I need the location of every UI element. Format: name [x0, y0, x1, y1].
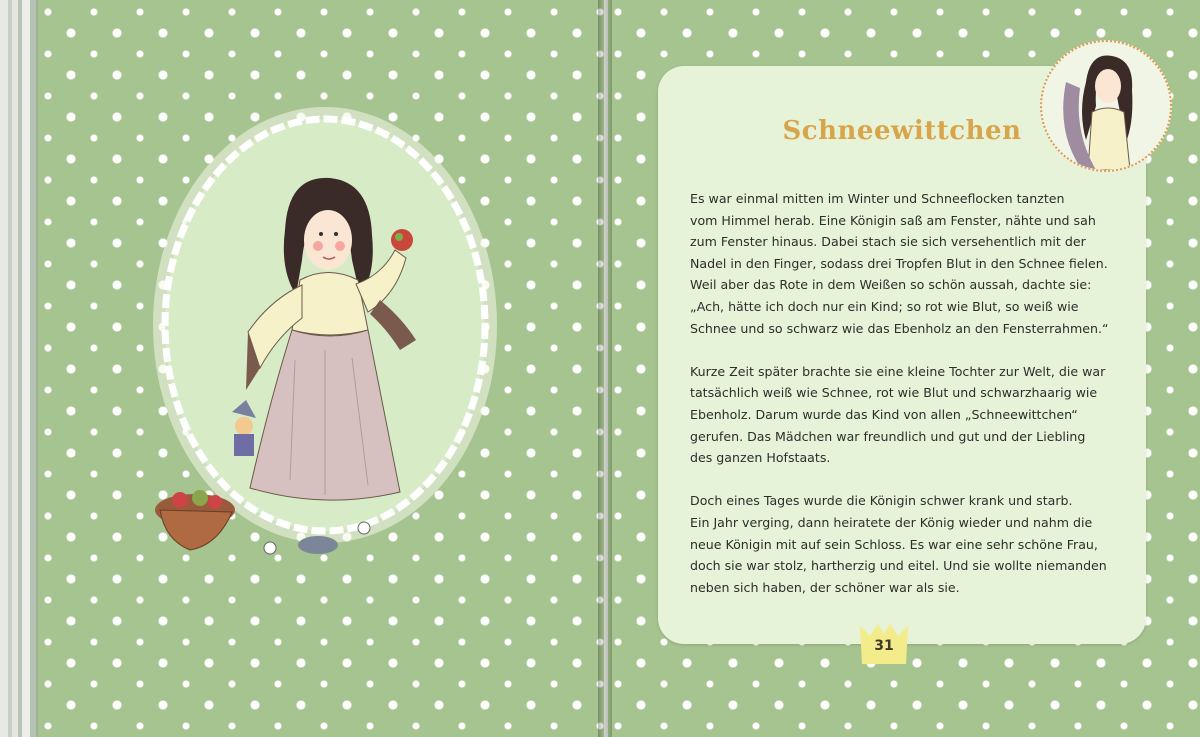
book-page-edges	[0, 0, 40, 737]
snow-white-portrait	[1040, 40, 1172, 172]
page-number-badge	[858, 622, 910, 666]
story-text	[690, 188, 1130, 620]
story-paragraph: Kurze Zeit später brachte sie eine kleine Tochter zur Welt, die war tatsächlich weiß wie Schnee, rot wie Blut und schwarzhaarig wie Ebenholz. Darum wurde das Kind von allen „Schneewittchen“ gerufen. Das Mädchen war freundlich und gut und der Liebling des ganzen Hofstaats.	[690, 363, 1106, 466]
story-paragraph: Doch eines Tages wurde die Königin schwer krank und starb. Ein Jahr verging, dann heiratete der König wieder und nahm die neue Königin mit auf sein Schloss. Es war eine sehr schöne Frau, doch sie war stolz, hartherzig und eitel. Und sie wollte niemanden neben sich haben, der schöner war als sie.	[690, 493, 1107, 595]
page-number: 31	[874, 638, 894, 654]
story-paragraph: Es war einmal mitten im Winter und Schneeflocken tanzten vom Himmel herab. Eine Königin saß am Fenster, nähte und sah zum Fenster hinaus. Dabei stach sie sich versehentlich mit der Nadel in den Finger, sodass drei Tropfen Blut in den Schnee fielen. Weil aber das Rote in dem Weißen so schön aussah, dachte sie: „Ach, hätte ich doch nur ein Kind; so rot wie Blut, so weiß wie Schnee und so schwarz wie das Ebenholz an den Fensterrahmen.“	[690, 191, 1109, 336]
story-title: Schneewittchen	[782, 116, 1022, 146]
snow-white-illustration	[120, 100, 520, 600]
book-gutter	[598, 0, 612, 737]
